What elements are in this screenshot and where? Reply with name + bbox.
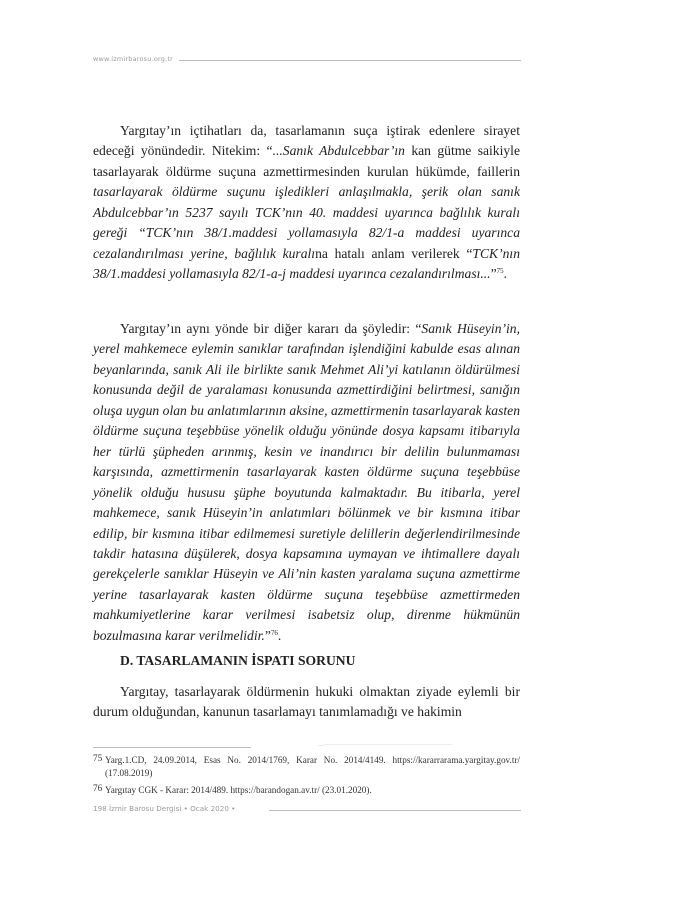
header-url[interactable]: www.izmirbarosu.org.tr bbox=[93, 55, 173, 63]
footer-rule bbox=[269, 810, 521, 811]
footnote-ref-76[interactable]: 76 bbox=[270, 628, 278, 637]
footnote-separator bbox=[93, 744, 520, 752]
footnote-76: 76 Yargıtay CGK - Karar: 2014/489. https://barandogan.av.tr/ (23.01.2020). bbox=[93, 783, 372, 795]
section-heading: D. TASARLAMANIN İSPATI SORUNU bbox=[120, 653, 356, 668]
footnote-ref-75[interactable]: 75 bbox=[496, 267, 504, 276]
p2-quote: Sanık Hüseyin’in, yerel mahkemece eylemin sanıklar tarafından işlendiğini kabulde esas alınan beyanlarında, sanık Ali ile birlikte sanık Mehmet Ali’yi katılanın öldürülmesi konusunda değil de yaralaması konusunda azmettirdiğini belirtmesi, sanığın oluşa uygun olan bu anlatımlarının aksine, azmettirmenin tasarlayarak kasten öldürme suçuna teşebbüse yönelik olduğu yönünde dosya kapsamı itibarıyla her türlü şüpheden arınmış, kesin ve inandırıcı bir delilin bulunmaması karşısında, azmettirmenin tasarlayarak kasten öldürme suçuna teşebbüse yönelik olduğu hususu şüphe boyutunda kalmaktadır. Bu itibarla, yerel mahkemece, sanık Hüseyin’in anlatımları bölünmek ve bir kısmına itibar edilip, bir kısmına itibar edilmemesi suretiyle delillerin değerlendirilmesinde takdir hatasına düşülerek, dosya kapsamına uymayan ve ihtimallere dayalı gerekçelerle sanıklar Hüseyin ve Ali’nin kasten yaralama suçuna azmettirme yerine tasarlayarak kasten öldürme suçuna teşebbüse azmettirmeden mahkumiyetlerine karar verilmesi isabetsiz olup, direnme hükmünün bozulmasına karar verilmelidir. bbox=[93, 321, 520, 643]
paragraph-2 bbox=[93, 319, 520, 646]
footnote-text[interactable]: Yargıtay CGK - Karar: 2014/489. https://barandogan.av.tr/ (23.01.2020). bbox=[105, 785, 372, 795]
footnote-75: 75 Yarg.1.CD, 24.09.2014, Esas No. 2014/1769, Karar No. 2014/4149. https://kararrarama.yargitay.gov.tr/ (17.08.2019) bbox=[93, 753, 520, 778]
header-rule bbox=[179, 60, 521, 61]
p2-text-c: ” bbox=[264, 627, 271, 643]
footnote-separator-curve bbox=[251, 744, 520, 748]
p1-quote-a: ...Sanık Abdulcebbar’ın bbox=[272, 143, 405, 159]
page-footer bbox=[93, 804, 521, 816]
p1-text-g: ” bbox=[490, 266, 497, 282]
p1-quote-d: tasarlayarak öldürme suçunu işledikleri anlaşılmakla, şerik olan sanık Abdulcebbar’ın 5237 sayılı TCK’nın 40. maddesi uyarınca bağlılık kuralı gereği “TCK’nın 38/1.maddesi yollamasıyla 82/1-a maddesi uyarınca cezalandırılması yerine, bağlılık kuralı bbox=[93, 184, 520, 261]
p2-text-d: . bbox=[277, 627, 282, 643]
paragraph-1 bbox=[93, 121, 520, 285]
p1-text-c: kan gütme saikiyle tasarlayarak öldürme suçuna azmettirmesinden kurulan hükümde, faillerin bbox=[93, 143, 520, 179]
p1-text-h: . bbox=[503, 266, 508, 282]
paragraph-3 bbox=[93, 682, 520, 723]
p2-text-a: Yargıtay’ın aynı yönde bir diğer kararı da şöyledir: “ bbox=[120, 321, 422, 336]
p1-quote-f: TCK’nın 38/1.maddesi yollamasıyla 82/1-a-j maddesi uyarınca cezalandırılması... bbox=[93, 245, 520, 282]
p1-text-e: na hatalı anlam verilerek “ bbox=[315, 245, 473, 261]
p3-text: Yargıtay, tasarlayarak öldürmenin hukuki olmaktan ziyade eylemli bir durum olduğundan, kanunun tasarlamayı tanımlamadığı ve hakimin bbox=[93, 684, 520, 720]
p1-text-a: Yargıtay’ın içtihatları da, tasarlamanın suça iştirak edenlere sirayet edeceği yönündedir. Nitekim: “ bbox=[93, 123, 520, 159]
footnote-text[interactable]: Yarg.1.CD, 24.09.2014, Esas No. 2014/1769, Karar No. 2014/4149. https://kararrarama.yargitay.gov.tr/ (17.08.2019) bbox=[105, 755, 520, 778]
footnotes bbox=[93, 754, 520, 801]
page-header bbox=[93, 54, 521, 66]
footer-text: 198 İzmir Barosu Dergisi • Ocak 2020 • bbox=[93, 804, 236, 813]
